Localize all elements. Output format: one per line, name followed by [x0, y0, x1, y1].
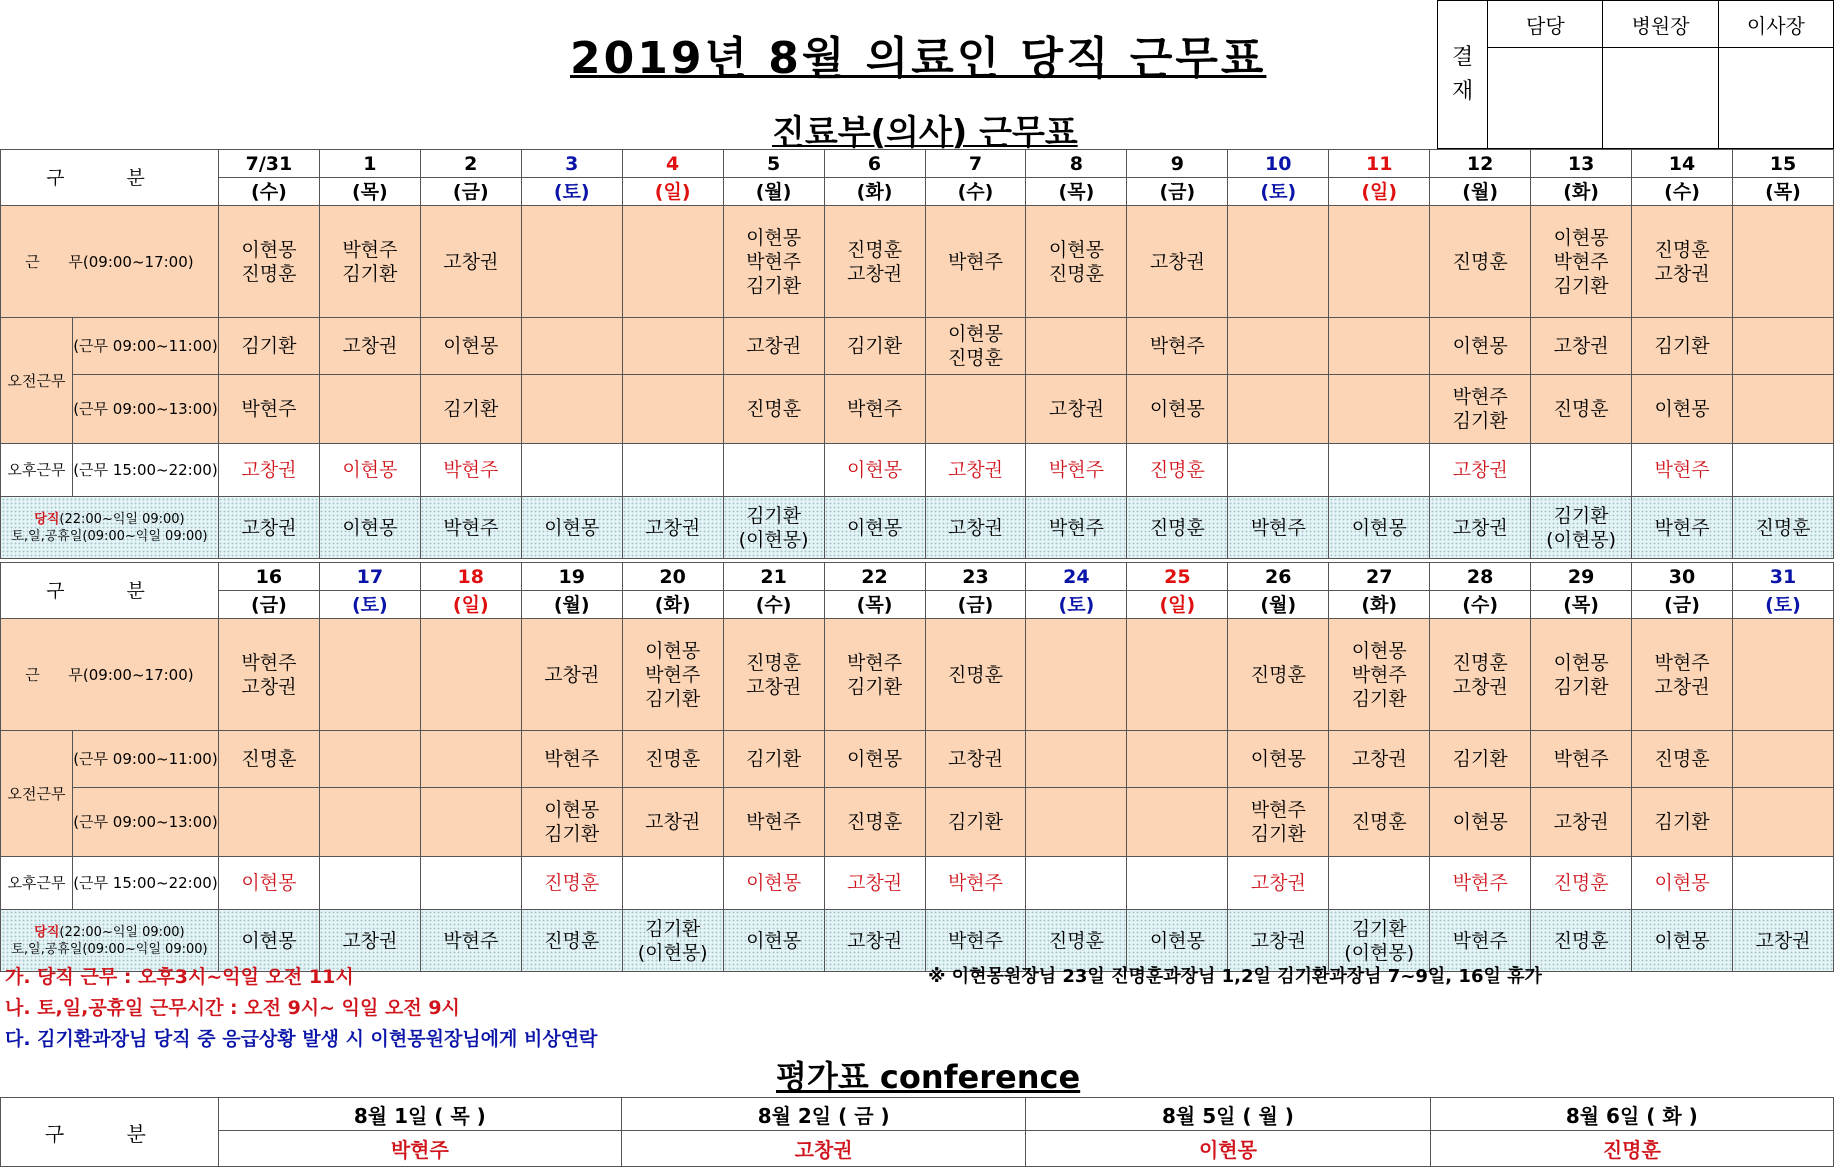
- morning-group-label: 오전근무: [1, 731, 73, 857]
- morning1-cell: 김기환: [723, 731, 824, 788]
- duty-cell: 박현주: [1632, 497, 1733, 559]
- duty-hours: (22:00~익일 09:00): [59, 511, 185, 527]
- weekday-cell: (수): [218, 178, 319, 206]
- duty-cell: 이현몽: [1127, 910, 1228, 972]
- morning2-cell: 진명훈: [1329, 788, 1430, 857]
- morning2-label: (근무 09:00~13:00): [72, 375, 218, 444]
- conference-date-4: 8월 6일 ( 화 ): [1430, 1098, 1833, 1131]
- duty-cell: 박현주: [1026, 497, 1127, 559]
- duty-cell: 박현주: [1228, 497, 1329, 559]
- weekday-cell: (토): [319, 591, 420, 619]
- approval-sign-1[interactable]: [1488, 48, 1603, 149]
- duty-cell: 진명훈: [1026, 910, 1127, 972]
- duty-cell: 고창권: [824, 910, 925, 972]
- afternoon-cell: 고창권: [1430, 444, 1531, 497]
- morning1-cell: 김기환: [824, 318, 925, 375]
- morning2-cell: 박현주: [723, 788, 824, 857]
- conference-gubun: 구 분: [1, 1098, 219, 1167]
- morning2-cell: 박현주: [824, 375, 925, 444]
- regular-cell: 진명훈 고창권: [1430, 619, 1531, 731]
- regular-cell: 박현주: [925, 206, 1026, 318]
- duty-cell: 이현몽: [824, 497, 925, 559]
- weekday-cell: (목): [1733, 178, 1834, 206]
- morning2-label: (근무 09:00~13:00): [72, 788, 218, 857]
- date-cell: 15: [1733, 150, 1834, 178]
- duty-cell: 이현몽: [723, 910, 824, 972]
- morning1-cell: 고창권: [319, 318, 420, 375]
- morning1-cell: [622, 318, 723, 375]
- morning2-cell: 이현몽: [1430, 788, 1531, 857]
- weekday-cell: (화): [824, 178, 925, 206]
- morning2-cell: [1733, 788, 1834, 857]
- morning1-cell: [1733, 731, 1834, 788]
- morning2-cell: [1127, 788, 1228, 857]
- duty-cell: 이현몽: [1632, 910, 1733, 972]
- weekday-cell: (토): [1228, 178, 1329, 206]
- weekday-cell: (월): [1228, 591, 1329, 619]
- morning2-cell: 김기환: [420, 375, 521, 444]
- morning2-cell: 박현주: [218, 375, 319, 444]
- date-cell: 21: [723, 563, 824, 591]
- regular-cell: 고창권: [420, 206, 521, 318]
- regular-cell: 박현주 김기환: [319, 206, 420, 318]
- weekday-cell: (토): [1733, 591, 1834, 619]
- morning2-cell: [420, 788, 521, 857]
- regular-cell: 이현몽 박현주 김기환: [1531, 206, 1632, 318]
- gubun-label: 구 분: [1, 563, 219, 619]
- duty-cell: 진명훈: [1733, 497, 1834, 559]
- note-b: 나. 토,일,공휴일 근무시간 : 오전 9시~ 익일 오전 9시: [5, 997, 460, 1019]
- afternoon-cell: 진명훈: [521, 857, 622, 910]
- afternoon-cell: 진명훈: [1127, 444, 1228, 497]
- afternoon-cell: 박현주: [1026, 444, 1127, 497]
- regular-cell: 이현몽 박현주 김기환: [1329, 619, 1430, 731]
- weekday-cell: (수): [1430, 591, 1531, 619]
- regular-cell: 진명훈: [1228, 619, 1329, 731]
- afternoon-cell: [1329, 857, 1430, 910]
- duty-cell: 김기환 (이현몽): [1531, 497, 1632, 559]
- date-cell: 29: [1531, 563, 1632, 591]
- leave-note: ※ 이현몽원장님 23일 진명훈과장님 1,2일 김기환과장님 7~9일, 16일 휴가: [928, 966, 1542, 987]
- approval-sign-3[interactable]: [1718, 48, 1833, 149]
- morning1-cell: [319, 731, 420, 788]
- morning2-cell: 박현주 김기환: [1430, 375, 1531, 444]
- morning1-cell: 이현몽: [824, 731, 925, 788]
- afternoon-cell: [1329, 444, 1430, 497]
- regular-cell: 박현주 고창권: [218, 619, 319, 731]
- afternoon-cell: 이현몽: [218, 857, 319, 910]
- afternoon-cell: [319, 857, 420, 910]
- weekday-cell: (일): [1127, 591, 1228, 619]
- morning1-cell: [1127, 731, 1228, 788]
- weekday-cell: (월): [1430, 178, 1531, 206]
- conference-name-2: 고창권: [622, 1131, 1026, 1167]
- morning2-cell: 진명훈: [1531, 375, 1632, 444]
- afternoon-cell: [1733, 857, 1834, 910]
- weekday-cell: (토): [1026, 591, 1127, 619]
- regular-cell: [1733, 206, 1834, 318]
- date-cell: 16: [218, 563, 319, 591]
- morning2-cell: 진명훈: [824, 788, 925, 857]
- afternoon-cell: [1026, 857, 1127, 910]
- conference-title: 평가표 conference: [776, 1058, 1081, 1096]
- date-cell: 26: [1228, 563, 1329, 591]
- morning1-cell: 김기환: [218, 318, 319, 375]
- morning1-cell: [1026, 731, 1127, 788]
- approval-label: 결 재: [1438, 1, 1488, 149]
- date-cell: 12: [1430, 150, 1531, 178]
- morning1-cell: 이현몽: [1430, 318, 1531, 375]
- afternoon-cell: 고창권: [824, 857, 925, 910]
- regular-cell: [622, 206, 723, 318]
- date-cell: 8: [1026, 150, 1127, 178]
- date-cell: 31: [1733, 563, 1834, 591]
- schedule-week2: [0, 562, 1834, 972]
- regular-cell: 진명훈: [1430, 206, 1531, 318]
- afternoon-cell: [622, 857, 723, 910]
- duty-cell: 진명훈: [1531, 910, 1632, 972]
- morning1-cell: 박현주: [521, 731, 622, 788]
- morning-group-label: 오전근무: [1, 318, 73, 444]
- regular-label: 근 무(09:00~17:00): [1, 206, 219, 318]
- date-cell: 5: [723, 150, 824, 178]
- morning1-cell: 김기환: [1430, 731, 1531, 788]
- duty-cell: 고창권: [1430, 497, 1531, 559]
- date-cell: 19: [521, 563, 622, 591]
- gubun-label: 구 분: [1, 150, 219, 206]
- date-cell: 28: [1430, 563, 1531, 591]
- date-cell: 14: [1632, 150, 1733, 178]
- duty-hours: (22:00~익일 09:00): [59, 924, 185, 940]
- morning1-cell: [1329, 318, 1430, 375]
- weekday-cell: (일): [622, 178, 723, 206]
- morning2-cell: [1329, 375, 1430, 444]
- date-cell: 9: [1127, 150, 1228, 178]
- morning1-cell: 진명훈: [218, 731, 319, 788]
- duty-cell: 박현주: [925, 910, 1026, 972]
- regular-cell: 고창권: [1127, 206, 1228, 318]
- morning1-cell: 박현주: [1531, 731, 1632, 788]
- morning1-cell: 이현몽 진명훈: [925, 318, 1026, 375]
- conference-name-3: 이현몽: [1026, 1131, 1430, 1167]
- duty-cell: 김기환 (이현몽): [723, 497, 824, 559]
- morning1-cell: 고창권: [925, 731, 1026, 788]
- afternoon-cell: [1127, 857, 1228, 910]
- regular-cell: [1329, 206, 1430, 318]
- date-cell: 17: [319, 563, 420, 591]
- morning1-cell: 박현주: [1127, 318, 1228, 375]
- date-cell: 11: [1329, 150, 1430, 178]
- afternoon-group-label: 오후근무: [1, 444, 73, 497]
- weekday-cell: (금): [420, 178, 521, 206]
- regular-cell: 이현몽 박현주 김기환: [723, 206, 824, 318]
- conference-date-2: 8월 2일 ( 금 ): [622, 1098, 1026, 1131]
- morning1-cell: 김기환: [1632, 318, 1733, 375]
- date-cell: 6: [824, 150, 925, 178]
- afternoon-cell: [1733, 444, 1834, 497]
- afternoon-cell: 박현주: [925, 857, 1026, 910]
- afternoon-cell: [723, 444, 824, 497]
- approval-header-2: 병원장: [1603, 1, 1718, 48]
- regular-cell: 이현몽 진명훈: [218, 206, 319, 318]
- afternoon-cell: 이현몽: [824, 444, 925, 497]
- weekday-cell: (월): [723, 178, 824, 206]
- weekday-cell: (토): [521, 178, 622, 206]
- morning2-cell: [218, 788, 319, 857]
- regular-cell: 이현몽 진명훈: [1026, 206, 1127, 318]
- regular-cell: 진명훈 고창권: [1632, 206, 1733, 318]
- weekday-cell: (화): [1329, 591, 1430, 619]
- weekday-cell: (금): [1127, 178, 1228, 206]
- date-cell: 27: [1329, 563, 1430, 591]
- duty-cell: 고창권: [218, 497, 319, 559]
- duty-cell: 박현주: [420, 497, 521, 559]
- weekday-cell: (일): [420, 591, 521, 619]
- approval-box: [1437, 0, 1834, 149]
- approval-sign-2[interactable]: [1603, 48, 1718, 149]
- afternoon-cell: [420, 857, 521, 910]
- duty-title: 당직: [34, 511, 60, 527]
- afternoon-cell: 고창권: [1228, 857, 1329, 910]
- date-cell: 1: [319, 150, 420, 178]
- duty-cell: 진명훈: [1127, 497, 1228, 559]
- date-cell: 22: [824, 563, 925, 591]
- afternoon-cell: [521, 444, 622, 497]
- regular-cell: 이현몽 김기환: [1531, 619, 1632, 731]
- morning2-cell: 박현주 김기환: [1228, 788, 1329, 857]
- morning2-cell: 김기환: [925, 788, 1026, 857]
- afternoon-cell: [622, 444, 723, 497]
- morning1-cell: 고창권: [723, 318, 824, 375]
- page-title: 2019년 8월 의료인 당직 근무표: [570, 33, 1267, 84]
- afternoon-cell: 진명훈: [1531, 857, 1632, 910]
- morning1-cell: 진명훈: [1632, 731, 1733, 788]
- conference-date-3: 8월 5일 ( 월 ): [1026, 1098, 1430, 1131]
- duty-cell: 고창권: [319, 910, 420, 972]
- duty-cell: 고창권: [925, 497, 1026, 559]
- conference-date-1: 8월 1일 ( 목 ): [218, 1098, 621, 1131]
- morning2-cell: [1228, 375, 1329, 444]
- date-cell: 7: [925, 150, 1026, 178]
- morning1-label: (근무 09:00~11:00): [72, 731, 218, 788]
- weekday-cell: (수): [723, 591, 824, 619]
- duty-cell: 박현주: [420, 910, 521, 972]
- weekday-cell: (화): [622, 591, 723, 619]
- duty-cell: 이현몽: [218, 910, 319, 972]
- weekday-cell: (금): [218, 591, 319, 619]
- afternoon-cell: 이현몽: [319, 444, 420, 497]
- weekday-cell: (월): [521, 591, 622, 619]
- morning1-cell: [1228, 318, 1329, 375]
- regular-cell: [1026, 619, 1127, 731]
- regular-cell: 박현주 김기환: [824, 619, 925, 731]
- morning2-cell: 이현몽: [1632, 375, 1733, 444]
- regular-cell: 박현주 고창권: [1632, 619, 1733, 731]
- regular-cell: 진명훈 고창권: [723, 619, 824, 731]
- regular-cell: [1127, 619, 1228, 731]
- afternoon-group-label: 오후근무: [1, 857, 73, 910]
- date-cell: 20: [622, 563, 723, 591]
- morning2-cell: 이현몽: [1127, 375, 1228, 444]
- date-cell: 2: [420, 150, 521, 178]
- duty-cell: 고창권: [1733, 910, 1834, 972]
- afternoon-cell: [1531, 444, 1632, 497]
- morning1-label: (근무 09:00~11:00): [72, 318, 218, 375]
- date-cell: 13: [1531, 150, 1632, 178]
- duty-cell: 이현몽: [319, 497, 420, 559]
- weekday-cell: (금): [1632, 591, 1733, 619]
- date-cell: 3: [521, 150, 622, 178]
- morning2-cell: [521, 375, 622, 444]
- afternoon-label: (근무 15:00~22:00): [72, 857, 218, 910]
- afternoon-cell: 이현몽: [1632, 857, 1733, 910]
- weekday-cell: (수): [1632, 178, 1733, 206]
- weekday-cell: (금): [925, 591, 1026, 619]
- regular-cell: 이현몽 박현주 김기환: [622, 619, 723, 731]
- schedule-week1: [0, 149, 1834, 559]
- morning1-cell: [1026, 318, 1127, 375]
- afternoon-cell: 고창권: [218, 444, 319, 497]
- duty-cell: 이현몽: [521, 497, 622, 559]
- date-cell: 4: [622, 150, 723, 178]
- morning1-cell: [1733, 318, 1834, 375]
- section-subtitle: 진료부(의사) 근무표: [772, 113, 1078, 153]
- morning2-cell: 진명훈: [723, 375, 824, 444]
- morning2-cell: 이현몽 김기환: [521, 788, 622, 857]
- duty-cell: 이현몽: [1329, 497, 1430, 559]
- morning1-cell: 고창권: [1329, 731, 1430, 788]
- regular-cell: [1228, 206, 1329, 318]
- date-cell: 24: [1026, 563, 1127, 591]
- note-c: 다. 김기환과장님 당직 중 응급상황 발생 시 이현몽원장님에게 비상연락: [5, 1028, 598, 1050]
- regular-cell: 진명훈: [925, 619, 1026, 731]
- morning2-cell: [925, 375, 1026, 444]
- duty-label: [1, 497, 219, 559]
- weekday-cell: (일): [1329, 178, 1430, 206]
- afternoon-cell: [1228, 444, 1329, 497]
- duty-cell: 박현주: [1430, 910, 1531, 972]
- date-cell: 18: [420, 563, 521, 591]
- regular-label: 근 무(09:00~17:00): [1, 619, 219, 731]
- duty-cell: 고창권: [1228, 910, 1329, 972]
- morning1-cell: 이현몽: [420, 318, 521, 375]
- date-cell: 7/31: [218, 150, 319, 178]
- morning1-cell: [420, 731, 521, 788]
- weekday-cell: (수): [925, 178, 1026, 206]
- regular-cell: [521, 206, 622, 318]
- regular-cell: 진명훈 고창권: [824, 206, 925, 318]
- duty-cell: 고창권: [622, 497, 723, 559]
- date-cell: 10: [1228, 150, 1329, 178]
- morning2-cell: 김기환: [1632, 788, 1733, 857]
- afternoon-cell: 박현주: [420, 444, 521, 497]
- approval-header-3: 이사장: [1718, 1, 1833, 48]
- regular-cell: [420, 619, 521, 731]
- regular-cell: 고창권: [521, 619, 622, 731]
- regular-cell: [1733, 619, 1834, 731]
- approval-header-1: 담당: [1488, 1, 1603, 48]
- weekday-cell: (목): [319, 178, 420, 206]
- morning1-cell: 이현몽: [1228, 731, 1329, 788]
- weekday-cell: (목): [824, 591, 925, 619]
- date-cell: 25: [1127, 563, 1228, 591]
- morning1-cell: [521, 318, 622, 375]
- morning2-cell: 고창권: [1026, 375, 1127, 444]
- duty-cell: 진명훈: [521, 910, 622, 972]
- afternoon-cell: 고창권: [925, 444, 1026, 497]
- note-a: 가. 당직 근무 : 오후3시~익일 오전 11시: [5, 966, 354, 988]
- weekday-cell: (화): [1531, 178, 1632, 206]
- morning2-cell: [319, 788, 420, 857]
- duty-holiday-hours: 토,일,공휴일(09:00~익일 09:00): [11, 528, 208, 544]
- afternoon-cell: 박현주: [1632, 444, 1733, 497]
- morning2-cell: [1733, 375, 1834, 444]
- duty-holiday-hours: 토,일,공휴일(09:00~익일 09:00): [11, 941, 208, 957]
- duty-cell: 김기환 (이현몽): [622, 910, 723, 972]
- morning2-cell: 고창권: [1531, 788, 1632, 857]
- date-cell: 30: [1632, 563, 1733, 591]
- weekday-cell: (목): [1531, 591, 1632, 619]
- conference-name-1: 박현주: [218, 1131, 621, 1167]
- afternoon-cell: 박현주: [1430, 857, 1531, 910]
- duty-title: 당직: [34, 924, 60, 940]
- morning2-cell: 고창권: [622, 788, 723, 857]
- morning1-cell: 진명훈: [622, 731, 723, 788]
- afternoon-label: (근무 15:00~22:00): [72, 444, 218, 497]
- morning2-cell: [622, 375, 723, 444]
- date-cell: 23: [925, 563, 1026, 591]
- conference-name-4: 진명훈: [1430, 1131, 1833, 1167]
- morning2-cell: [319, 375, 420, 444]
- weekday-cell: (목): [1026, 178, 1127, 206]
- morning1-cell: 고창권: [1531, 318, 1632, 375]
- morning2-cell: [1026, 788, 1127, 857]
- duty-cell: 김기환 (이현몽): [1329, 910, 1430, 972]
- regular-cell: [319, 619, 420, 731]
- conference-table: [0, 1097, 1834, 1167]
- afternoon-cell: 이현몽: [723, 857, 824, 910]
